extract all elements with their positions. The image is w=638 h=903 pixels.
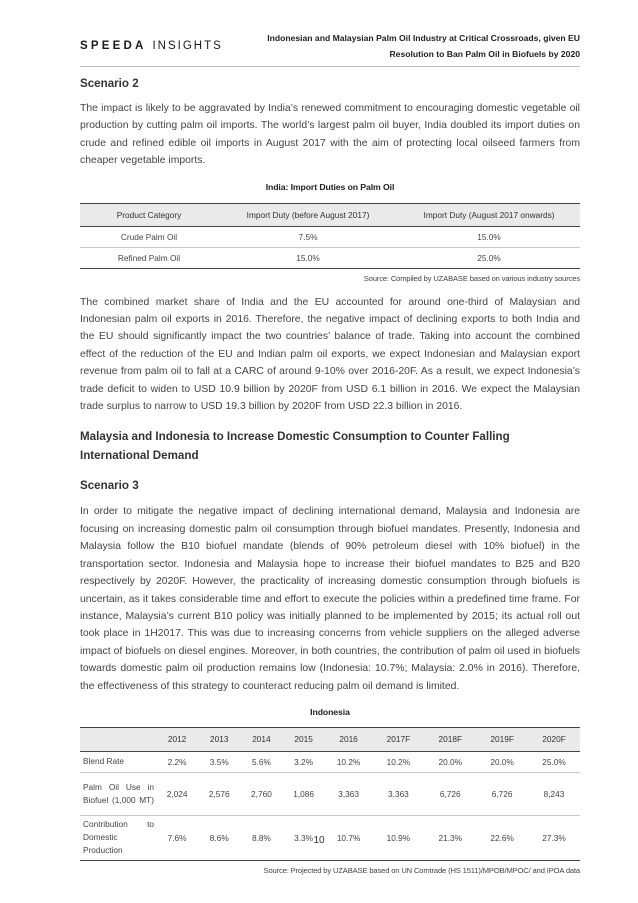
table-2-year-header: 2016 <box>325 727 373 751</box>
table-1-header-cell: Product Category <box>80 203 218 226</box>
table-1-header-cell: Import Duty (August 2017 onwards) <box>398 203 580 226</box>
row-label-palm-oil-use: Palm Oil Use in Biofuel (1,000 MT) <box>80 772 156 815</box>
table-2-year-header: 2019F <box>476 727 528 751</box>
table-row <box>80 226 580 247</box>
table-cell: 1,086 <box>283 772 325 815</box>
table-1-source: Source: Compiled by UZABASE based on various industry sources <box>363 273 580 283</box>
document-header-title <box>250 30 580 62</box>
scenario-3-paragraph: In order to mitigate the negative impact of declining international demand, Malaysia and Indonesia are focusing on increasing domestic palm oil consumption through biofuel mandates. Presently, Indonesia and Malaysia follow the B10 biofuel mandate (blends of 90% petroleum diesel with 10% biofuel) in the transportation sector. Indonesia and Malaysia hope to increase their biofuel mandates to B25 and B20 respectively by 2020F. However, the practicality of increasing domestic consumption through biofuels is uncertain, as it takes considerable time and effort to execute the policies within a predefined time frame. For instance, Malaysia’s current B10 policy was initially planned to be implemented by 2015; its actual roll out took place in 1H2017. This was due to increasing concerns from vehicle suppliers on the alleged adverse impact of biofuels on diesel engines. Moreover, in both countries, the contribution of palm oil used in biofuels towards domestic palm oil production remains low (Indonesia: 10.7%; Malaysia: 2.0% in 2016). Therefore, the effectiveness of this strategy to counteract reducing palm oil demand is limited. <box>80 506 580 692</box>
table-cell: 22.6% <box>476 815 528 860</box>
table-2-year-header: 2012 <box>156 727 198 751</box>
table-cell: 8.6% <box>198 815 240 860</box>
scenario-2-heading: Scenario 2 <box>80 77 139 90</box>
table-cell: 6,726 <box>476 772 528 815</box>
logo-light-text: INSIGHTS <box>152 40 223 52</box>
row-label-blend-rate: Blend Rate <box>80 751 156 772</box>
header-title-line-2: Resolution to Ban Palm Oil in Biofuels by 2020 <box>389 49 580 59</box>
table-1-header-row <box>80 203 580 226</box>
page-number: 10 <box>313 835 325 846</box>
table-cell: Crude Palm Oil <box>80 226 218 247</box>
table-cell: 10.2% <box>325 751 373 772</box>
table-cell: 25.0% <box>528 751 580 772</box>
table-cell: 3,363 <box>325 772 373 815</box>
table-cell: 10.9% <box>372 815 424 860</box>
table-cell: 2.2% <box>156 751 198 772</box>
trade-impact-paragraph: The combined market share of India and the EU accounted for around one-third of Malaysian and Indonesian palm oil exports in 2016. Therefore, the negative impact of declining exports to both India and the EU should significantly impact the two countries’ balance of trade. Taking into account the combined effect of the reduction of the EU and Indian palm oil exports, we expect Indonesian and Malaysian export revenue from palm oil to fall at a CARC of around 9-10% over 2016-20F. As a result, we expect Indonesia’s trade deficit to widen to USD 10.9 billion by 2020F from USD 6.1 billion in 2016. We expect the Malaysian trade surplus to narrow to USD 19.3 billion by 2020F from USD 22.3 billion in 2016. <box>80 296 580 413</box>
table-2-source: Source: Projected by UZABASE based on UN Comtrade (HS 1511)/MPOB/MPOC/ and IPOA data <box>263 865 580 875</box>
table-cell: 7.5% <box>218 226 398 247</box>
table-2-year-header: 2013 <box>198 727 240 751</box>
speeda-insights-logo <box>80 40 223 52</box>
table-cell: 15.0% <box>398 226 580 247</box>
page-content <box>80 75 580 875</box>
table-cell: 15.0% <box>218 247 398 268</box>
table-row <box>80 772 580 815</box>
table-cell: 7.6% <box>156 815 198 860</box>
table-cell: 25.0% <box>398 247 580 268</box>
table-cell: 20.0% <box>424 751 476 772</box>
table-cell: 3,363 <box>372 772 424 815</box>
table-cell: 3.5% <box>198 751 240 772</box>
scenario-3-heading: Scenario 3 <box>80 479 139 493</box>
table-cell: 6,726 <box>424 772 476 815</box>
table-row <box>80 247 580 268</box>
table-cell: 21.3% <box>424 815 476 860</box>
table-cell: 2,760 <box>240 772 282 815</box>
table-2-year-header: 2018F <box>424 727 476 751</box>
header-title-line-1: Indonesian and Malaysian Palm Oil Industry at Critical Crossroads, given EU <box>267 33 580 43</box>
table-cell: 10.7% <box>325 815 373 860</box>
table-2-year-header: 2015 <box>283 727 325 751</box>
table-cell: 3.3% <box>283 815 325 860</box>
table-1-caption: India: Import Duties on Palm Oil <box>265 181 395 192</box>
table-cell: Refined Palm Oil <box>80 247 218 268</box>
table-row <box>80 751 580 772</box>
table-2-header-row <box>80 727 580 751</box>
header-divider <box>80 66 580 67</box>
table-2-header-cell <box>80 727 156 751</box>
table-cell: 20.0% <box>476 751 528 772</box>
table-2-year-header: 2014 <box>240 727 282 751</box>
table-cell: 10.2% <box>372 751 424 772</box>
scenario-2-paragraph: The impact is likely to be aggravated by India’s renewed commitment to encouraging domestic vegetable oil production by cutting palm oil imports. The world’s largest palm oil buyer, India doubled its import duties on crude and refined edible oil imports in August 2017 with the aim of protecting local oilseed farmers from cheaper vegetable imports. <box>80 103 580 167</box>
table-cell: 8,243 <box>528 772 580 815</box>
table-cell: 2,576 <box>198 772 240 815</box>
table-cell: 5.6% <box>240 751 282 772</box>
row-label-contribution: Contribution to Domestic Production <box>80 815 156 860</box>
table-cell: 2,024 <box>156 772 198 815</box>
table-cell: 27.3% <box>528 815 580 860</box>
table-2-caption: Indonesia <box>310 706 350 717</box>
table-cell: 3.2% <box>283 751 325 772</box>
india-import-duties-table <box>80 203 580 269</box>
table-2-year-header: 2017F <box>372 727 424 751</box>
logo-bold-text: SPEEDA <box>80 40 147 52</box>
table-cell: 8.8% <box>240 815 282 860</box>
table-1-header-cell: Import Duty (before August 2017) <box>218 203 398 226</box>
section-heading: Malaysia and Indonesia to Increase Domestic Consumption to Counter Falling International Demand <box>80 430 510 463</box>
table-2-year-header: 2020F <box>528 727 580 751</box>
